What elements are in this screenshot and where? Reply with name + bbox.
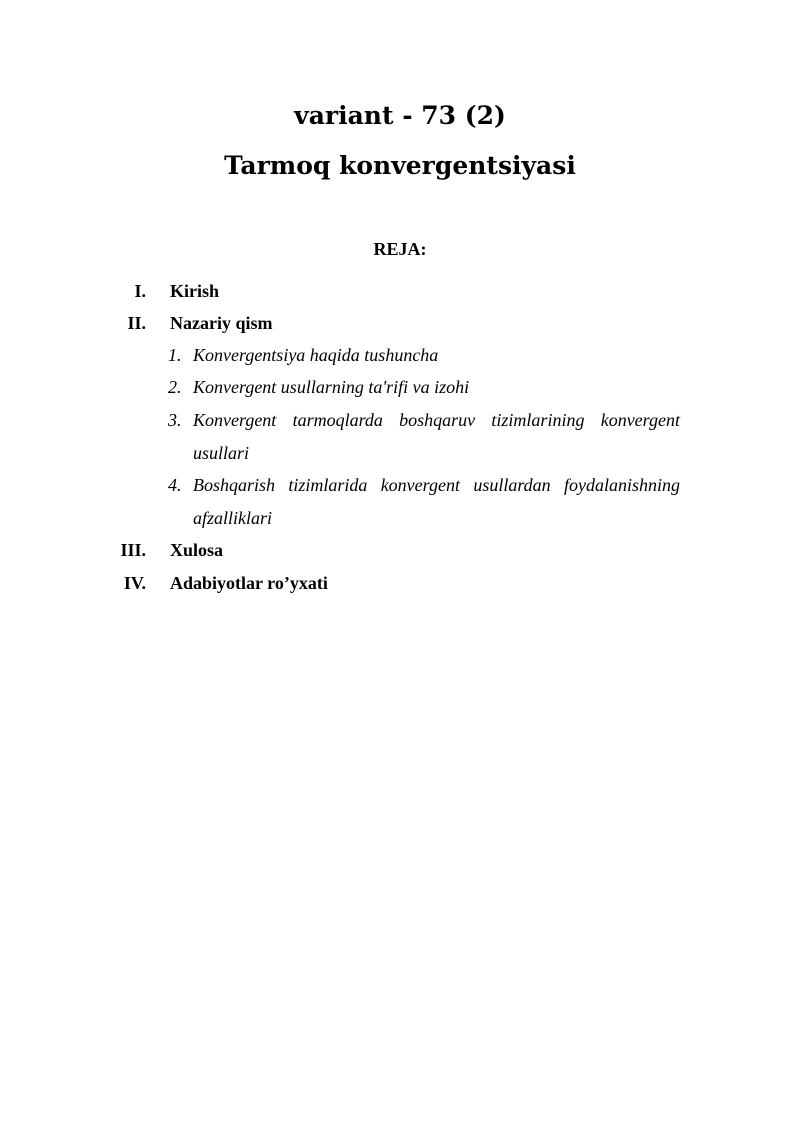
plan-item-label: Xulosa (170, 540, 224, 560)
document-title: variant - 73 (2) (294, 101, 506, 130)
plan-heading: REJA: (373, 239, 427, 259)
document-subtitle: Tarmoq konvergentsiyasi (224, 151, 576, 180)
plan-item-xulosa (100, 538, 700, 562)
plan-item-nazariy-qism (100, 311, 700, 335)
plan-item-label: Kirish (170, 281, 220, 301)
plan-item-label: Nazariy qism (170, 313, 273, 333)
plan-subitem-number: 4. (168, 475, 182, 495)
plan-subitem-4 (168, 469, 680, 534)
plan-subitem-text: Konvergentsiya haqida tushuncha (193, 345, 439, 365)
plan-item-number: IV. (123, 573, 146, 593)
plan-item-label: Adabiyotlar ro’yxati (170, 573, 328, 593)
plan-subitem-text: Boshqarish tizimlarida konvergent usullardan foydalanishning afzalliklari (193, 475, 680, 528)
plan-subitem-3 (168, 404, 680, 469)
plan-item-number: II. (127, 313, 146, 333)
plan-subitem-number: 2. (168, 377, 182, 397)
plan-item-adabiyotlar (100, 571, 700, 595)
plan-item-number: III. (120, 540, 146, 560)
plan-subitem-text: Konvergent tarmoqlarda boshqaruv tizimlarining konvergent usullari (193, 410, 680, 463)
plan-subitem-text: Konvergent usullarning ta'rifi va izohi (193, 377, 470, 397)
plan-subitem-2 (168, 371, 680, 404)
plan-subitem-number: 3. (168, 410, 182, 430)
plan-item-number: I. (134, 281, 146, 301)
plan-subitem-number: 1. (168, 345, 182, 365)
plan-subitem-1 (168, 339, 680, 372)
plan-item-kirish (100, 279, 700, 303)
